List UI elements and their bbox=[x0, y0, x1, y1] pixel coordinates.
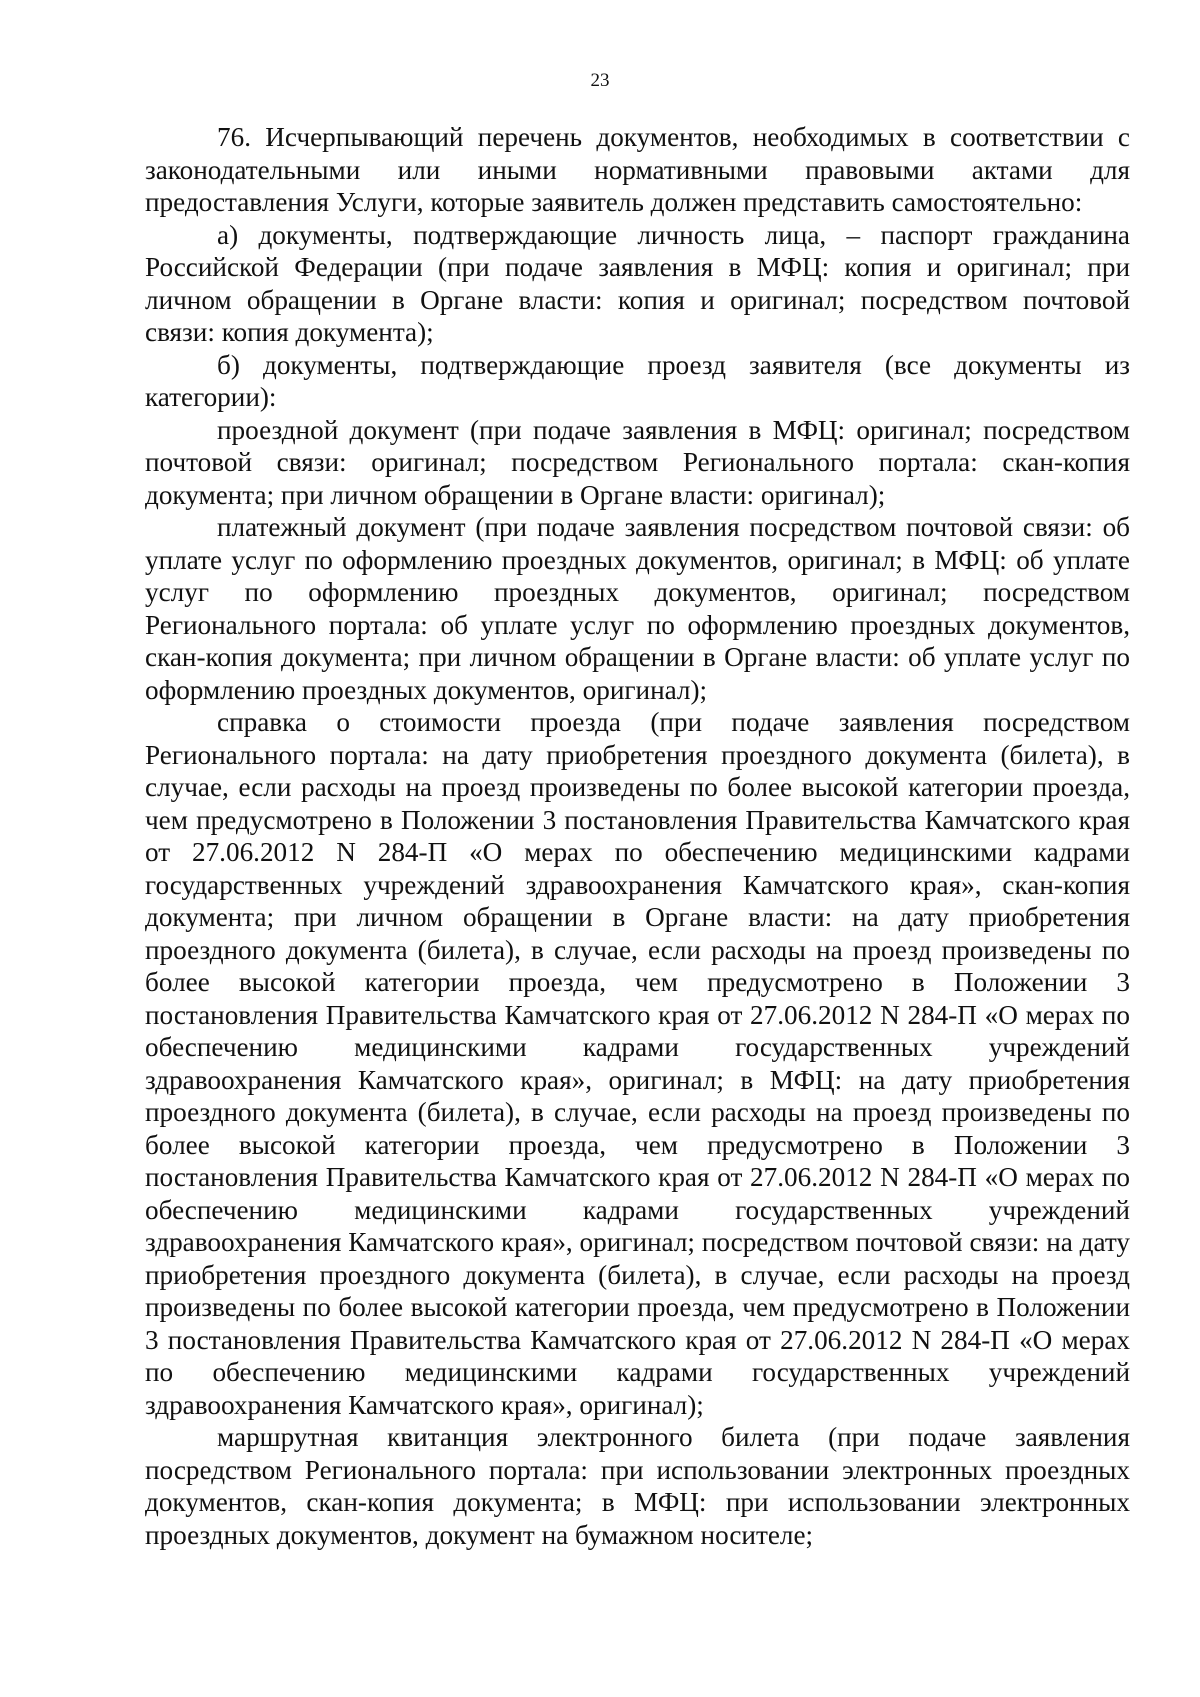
paragraph-e-ticket-receipt: маршрутная квитанция электронного билета (при подаче заявления посредством Регионального портала: при использовании электронных проездных документов, скан-копия документа; в МФЦ: при использовании электронных проездных документов, документ на бумажном носителе; bbox=[145, 1422, 1130, 1550]
paragraph-payment-document: платежный документ (при подаче заявления посредством почтовой связи: об уплате услуг по оформлению проездных документов, оригинал; в МФЦ: об уплате услуг по оформлению проездных документов, оригинал; посредством Регионального портала: об уплате услуг по оформлению проездных документов, скан-копия документа; при личном обращении в Органе власти: об уплате услуг по оформлению проездных документов, оригинал); bbox=[145, 512, 1130, 705]
document-body bbox=[145, 121, 1130, 1551]
paragraph-subitem-b: б) документы, подтверждающие проезд заявителя (все документы из категории): bbox=[145, 349, 1130, 412]
page-number: 23 bbox=[590, 70, 610, 91]
paragraph-item-76: 76. Исчерпывающий перечень документов, необходимых в соответствии с законодательными или иными нормативными правовыми актами для предоставления Услуги, которые заявитель должен представить самостоятельно: bbox=[145, 122, 1130, 217]
paragraph-subitem-a: а) документы, подтверждающие личность лица, – паспорт гражданина Российской Федерации (при подаче заявления в МФЦ: копия и оригинал; при личном обращении в Органе власти: копия и оригинал; посредством почтовой связи: копия документа); bbox=[145, 219, 1130, 347]
paragraph-travel-document: проездной документ (при подаче заявления в МФЦ: оригинал; посредством почтовой связи: оригинал; посредством Регионального портала: скан-копия документа; при личном обращении в Органе власти: оригинал); bbox=[145, 414, 1130, 510]
paragraph-fare-certificate: справка о стоимости проезда (при подаче заявления посредством Регионального портала: на дату приобретения проездного документа (билета), в случае, если расходы на проезд произведены по более высокой категории проезда, чем предусмотрено в Положении 3 постановления Правительства Камчатского края от 27.06.2012 N 284-П «О мерах по обеспечению медицинскими кадрами государственных учреждений здравоохранения Камчатского края», скан-копия документа; при личном обращении в Органе власти: на дату приобретения проездного документа (билета), в случае, если расходы на проезд произведены по более высокой категории проезда, чем предусмотрено в Положении 3 постановления Правительства Камчатского края от 27.06.2012 N 284-П «О мерах по обеспечению медицинскими кадрами государственных учреждений здравоохранения Камчатского края», оригинал; в МФЦ: на дату приобретения проездного документа (билета), в случае, если расходы на проезд произведены по более высокой категории проезда, чем предусмотрено в Положении 3 постановления Правительства Камчатского края от 27.06.2012 N 284-П «О мерах по обеспечению медицинскими кадрами государственных учреждений здравоохранения Камчатского края», оригинал; посредством почтовой связи: на дату приобретения проездного документа (билета), в случае, если расходы на проезд произведены по более высокой категории проезда, чем предусмотрено в Положении 3 постановления Правительства Камчатского края от 27.06.2012 N 284-П «О мерах по обеспечению медицинскими кадрами государственных учреждений здравоохранения Камчатского края», оригинал); bbox=[145, 707, 1130, 1420]
